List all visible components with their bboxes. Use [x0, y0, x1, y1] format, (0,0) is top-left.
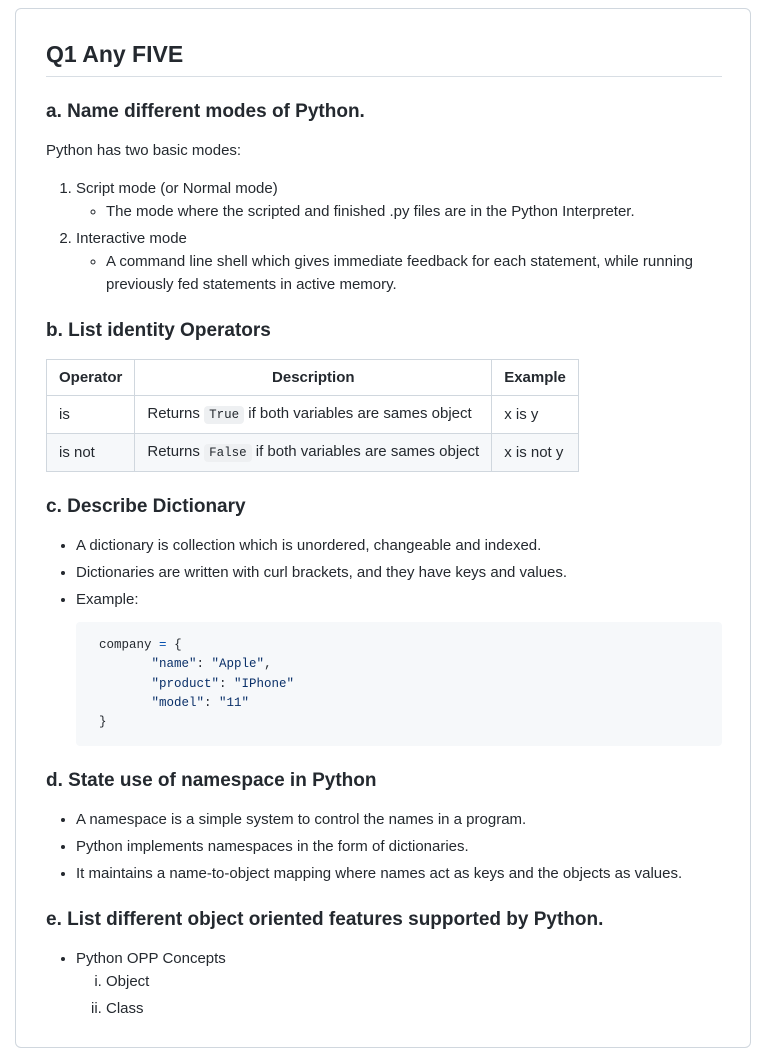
namespace-bullets	[46, 808, 722, 885]
code-operator: =	[159, 638, 167, 652]
list-item: • Dictionaries are written with curl brackets, and they have keys and values.	[76, 561, 722, 584]
column-header-operator: Operator	[47, 360, 135, 396]
code-brace: {	[174, 638, 182, 652]
list-item: • It maintains a name-to-object mapping where names act as keys and the objects as values.	[76, 862, 722, 885]
list-item	[76, 588, 722, 746]
modes-list	[46, 177, 722, 296]
inline-code: True	[204, 406, 244, 424]
page-title: Q1 Any FIVE	[46, 9, 722, 77]
oop-label: Python OPP Concepts	[76, 950, 226, 968]
list-item	[76, 947, 722, 1020]
document-content	[46, 9, 722, 1020]
description-text: if both variables are sames object	[251, 443, 480, 460]
operator-cell: is	[47, 396, 135, 434]
column-header-example: Example	[492, 360, 579, 396]
section-b-heading: b. List identity Operators	[46, 320, 271, 341]
section-a-intro: Python has two basic modes:	[46, 142, 242, 159]
example-cell: x is y	[492, 396, 579, 434]
column-header-description: Description	[135, 360, 492, 396]
section-a-heading: a. Name different modes of Python.	[46, 101, 365, 122]
operator-cell: is not	[47, 434, 135, 472]
code-block: company = { "name": "Apple", "product": "IPhone" "model": "11" }	[76, 622, 722, 746]
code-value: "Apple"	[211, 657, 265, 672]
mode-detail: ◦ A command line shell which gives immediate feedback for each statement, while running previously fed statements in active memory.	[106, 250, 722, 296]
mode-label: Interactive mode	[76, 230, 187, 247]
example-cell: x is not y	[492, 434, 579, 472]
section-d-heading: d. State use of namespace in Python	[46, 770, 377, 792]
code-key: "model"	[151, 695, 205, 710]
description-text: Returns	[147, 405, 205, 422]
code-brace: }	[99, 715, 107, 730]
code-var: company	[99, 638, 152, 652]
code-value: "IPhone"	[234, 676, 295, 691]
table-row	[47, 434, 579, 472]
list-item: • A dictionary is collection which is unordered, changeable and indexed.	[76, 534, 722, 557]
document-card	[15, 8, 751, 1048]
code-key: "product"	[151, 676, 220, 691]
section-e-heading: e. List different object oriented features supported by Python.	[46, 909, 604, 931]
inline-code: False	[204, 444, 252, 462]
identity-operators-table	[46, 359, 579, 472]
mode-item	[76, 227, 722, 296]
description-cell	[135, 434, 492, 472]
mode-item	[76, 177, 722, 223]
table-row	[47, 396, 579, 434]
code-key: "name"	[151, 657, 197, 672]
table-header-row	[47, 360, 579, 396]
description-text: if both variables are sames object	[244, 405, 472, 422]
section-c-heading: c. Describe Dictionary	[46, 496, 246, 517]
list-item: • A namespace is a simple system to control the names in a program.	[76, 808, 722, 831]
description-cell	[135, 396, 492, 434]
concept-item: i. Object	[106, 970, 722, 993]
oop-bullets	[46, 947, 722, 1020]
example-label: Example:	[76, 591, 139, 608]
mode-detail-list	[76, 200, 722, 223]
mode-detail-list	[76, 250, 722, 296]
dictionary-bullets	[46, 534, 722, 746]
code-value: "11"	[219, 695, 250, 710]
oop-concepts-list	[76, 970, 722, 1020]
description-text: Returns	[147, 443, 205, 460]
mode-label: Script mode (or Normal mode)	[76, 180, 278, 197]
list-item: • Python implements namespaces in the form of dictionaries.	[76, 835, 722, 858]
concept-item: ii. Class	[106, 997, 722, 1020]
mode-detail: ◦ The mode where the scripted and finished .py files are in the Python Interpreter.	[106, 200, 722, 223]
